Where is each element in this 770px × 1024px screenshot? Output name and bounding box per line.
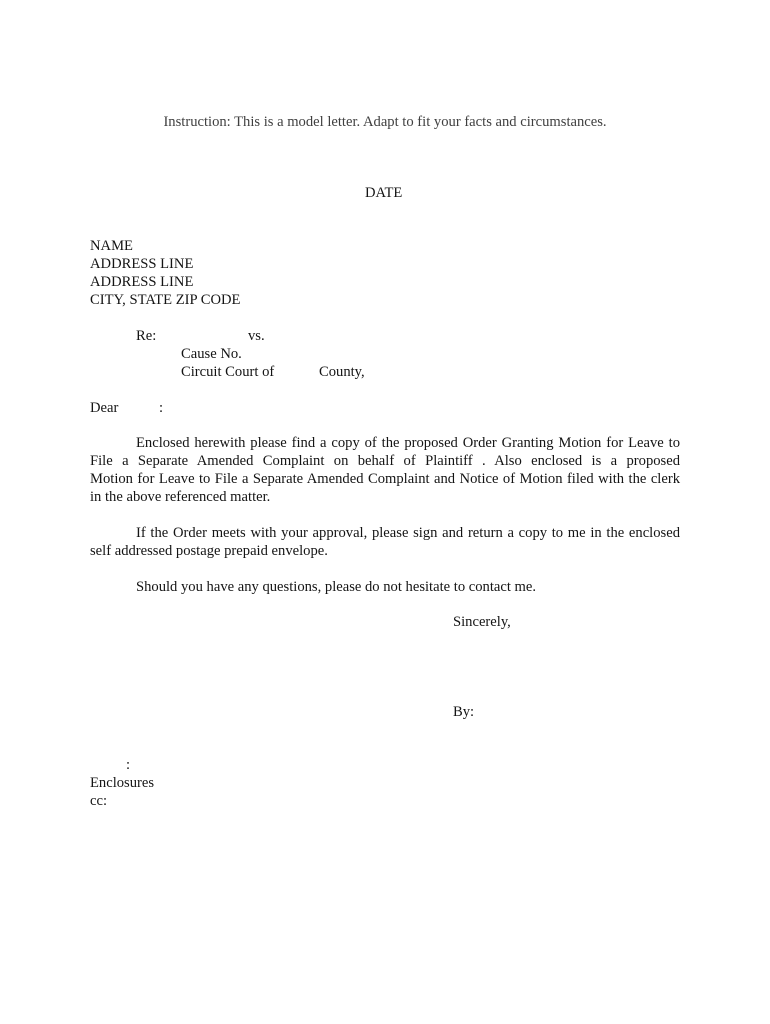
paragraph-line: in the above referenced matter.: [90, 489, 271, 505]
enclosures-label: Enclosures: [90, 775, 155, 791]
county: County,: [319, 364, 365, 380]
circuit-court: Circuit Court of: [181, 364, 275, 380]
paragraph-line: Should you have any questions, please do not hesitate to contact me.: [136, 579, 537, 595]
paragraph-line: Enclosed herewith please find a copy of the proposed Order Granting Motion for Leave to: [136, 435, 680, 451]
instruction-note: Instruction: This is a model letter. Adapt to fit your facts and circumstances.: [163, 114, 607, 130]
address-line-2: ADDRESS LINE: [90, 274, 194, 290]
cause-number: Cause No.: [181, 346, 242, 362]
initials-colon: :: [126, 757, 131, 773]
paragraph-line: If the Order meets with your approval, please sign and return a copy to me in the enclosed: [136, 525, 680, 541]
paragraph-line: self addressed postage prepaid envelope.: [90, 543, 328, 559]
body-paragraph-3: [136, 578, 536, 596]
address-line-1: ADDRESS LINE: [90, 256, 194, 272]
body-paragraph-2: [90, 524, 680, 560]
recipient-address: [90, 237, 240, 309]
recipient-name: NAME: [90, 238, 133, 254]
paragraph-line: File a Separate Amended Complaint on behalf of Plaintiff . Also enclosed is a proposed: [90, 453, 680, 469]
salutation-colon: :: [159, 400, 164, 416]
city-state-zip: CITY, STATE ZIP CODE: [90, 292, 241, 308]
re-label: Re:: [136, 328, 157, 344]
signature-by: By:: [453, 704, 475, 720]
cc-label: cc:: [90, 793, 108, 809]
paragraph-line: Motion for Leave to File a Separate Amended Complaint and Notice of Motion filed with the clerk: [90, 471, 680, 487]
salutation: Dear: [90, 400, 119, 416]
closing-sincerely: Sincerely,: [453, 614, 511, 630]
re-versus: vs.: [248, 328, 265, 344]
body-paragraph-1: [90, 434, 680, 506]
letter-date: DATE: [365, 185, 403, 201]
